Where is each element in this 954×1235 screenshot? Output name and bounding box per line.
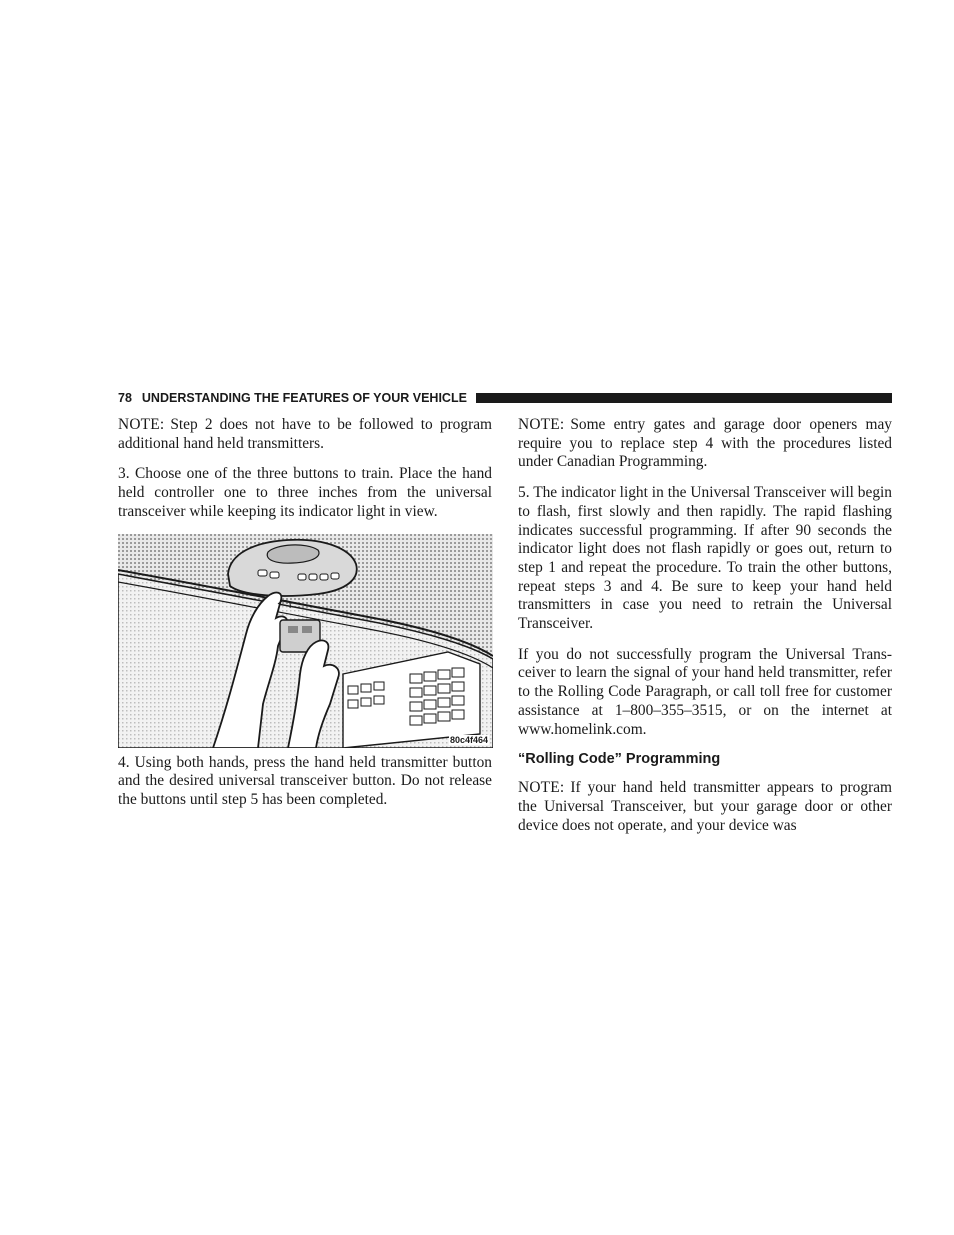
step-4: 4. Using both hands, press the hand held transmitter button and the desired universal transceiver button. Do not release the buttons until step 5 has been completed. [118,753,492,808]
step-3: 3. Choose one of the three buttons to train. Place the hand held controller one to three inches from the universal transceiver while keeping its indicator light in view. [118,465,492,520]
note-label: NOTE: [518,416,565,433]
step-5: 5. The indicator light in the Universal Transceiver will begin to flash, first slowly and then rapidly. The rapid flashing indicates successful programming. If after 90 seconds the indicator light does not flash rapidly or goes out, return to step 1 and repeat the procedure. To train the other buttons, repeat steps 3 and 4. Be sure to keep your hand held transmitters in case you need to retrain the Universal Transceiver. [518,484,892,633]
page-header [118,388,892,408]
note-entry-gates [518,416,892,472]
note-text: Step 2 does not have to be followed to program additional hand held transmitters. [118,416,492,452]
figure-transceiver-programming [118,534,493,748]
note-text: Some entry gates and garage door openers may require you to replace step 4 with the procedures listed under Canadian Programming. [518,416,892,471]
note-rolling-code [518,779,892,835]
note-step2 [118,416,492,453]
note-text: If your hand held transmitter appears to program the Universal Transceiver, but your garage door or other device does not operate, and your device was [518,779,892,834]
left-column [118,416,492,822]
paragraph-unsuccessful: If you do not successfully program the Universal Transceiver to learn the signal of your hand held transmitter, refer to the Rolling Code Paragraph, or call toll free for customer assistance at 1–800–355–3515, or on the internet at www.homelink.com. [518,645,892,738]
page-number: 78 [118,391,132,405]
figure-code: 80c4f464 [449,734,488,745]
note-label: NOTE: [518,779,565,797]
hands-pressing-buttons-illustration [118,534,493,748]
note-label: NOTE: [118,416,165,433]
rolling-code-heading: “Rolling Code” Programming [518,751,721,768]
section-title: UNDERSTANDING THE FEATURES OF YOUR VEHICLE [141,391,467,405]
header-rule [476,393,892,403]
right-column [518,416,892,847]
